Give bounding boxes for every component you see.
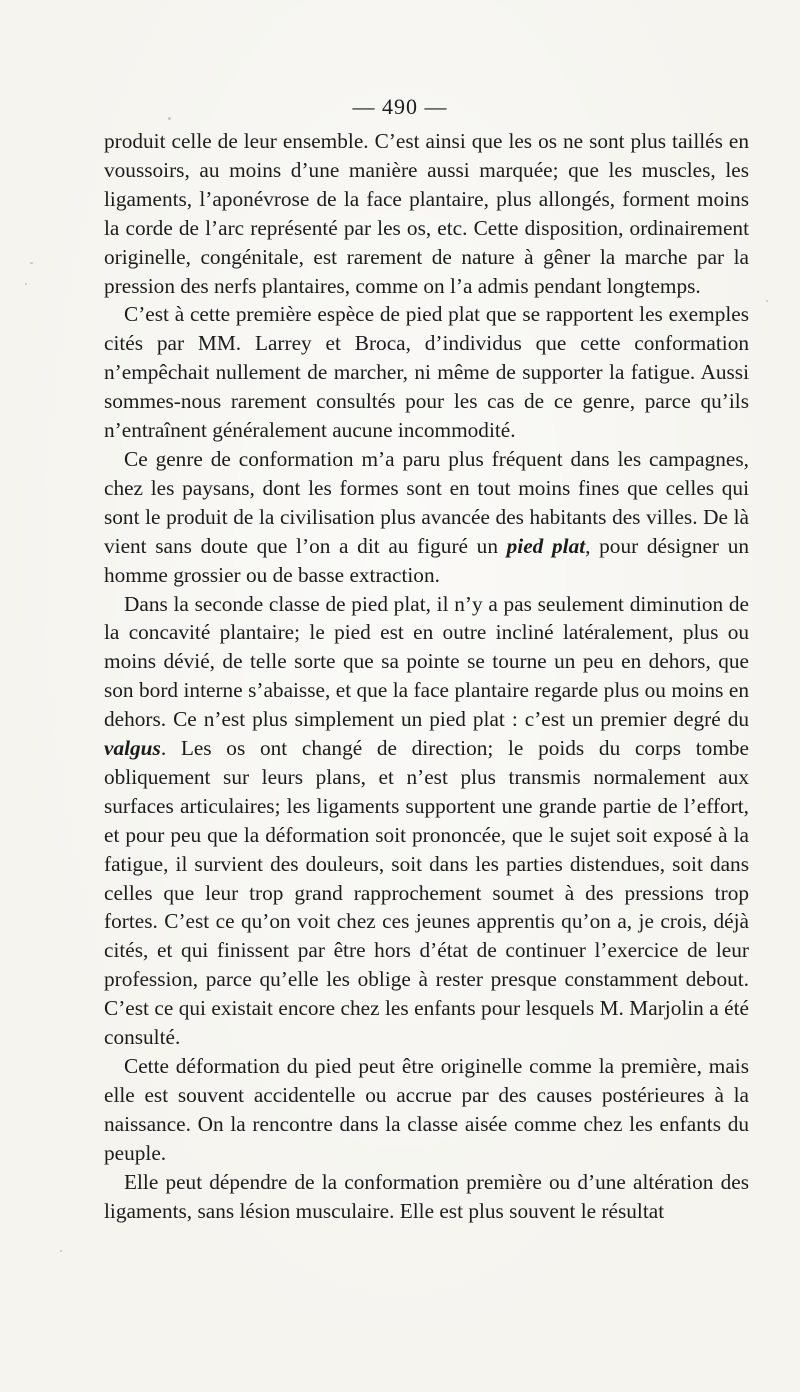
paper-speck: [766, 300, 768, 302]
page-number: — 490 —: [352, 94, 448, 119]
paragraph-3-text-end: , pour désigner un homme grossier ou de basse extraction.: [104, 533, 749, 587]
body-text: [104, 127, 749, 1225]
paragraph-3-text-start: Ce genre de conformation m’a paru plus fréquent dans les campagnes, chez les paysans, dont les formes sont en tout moins fines que celles qui sont le produit de la civilisation plus avancée des habitants des villes. De là vient sans doute que l’on a dit au figuré un: [104, 446, 749, 558]
paragraph-4-text-start: Dans la seconde classe de pied plat, il n’y a pas seulement diminution de la concavité plantaire; le pied est en outre incliné latéralement, plus ou moins dévié, de telle sorte que sa pointe se tourne un peu en dehors, que son bord interne s’abaisse, et que la face plantaire regarde plus ou moins en dehors. Ce n’est plus simplement un pied plat : c’est un premier degré du: [104, 591, 749, 732]
paper-speck: [168, 117, 171, 120]
paragraph-5: Cette déformation du pied peut être originelle comme la première, mais elle est souvent accidentelle ou accrue par des causes postérieures à la naissance. On la rencontre dans la classe aisée comme chez les enfants du peuple.: [104, 1054, 749, 1165]
paragraph-4: [104, 590, 749, 1053]
paper-speck: [30, 262, 33, 264]
italic-term-valgus: valgus: [104, 736, 161, 761]
paper-speck: [25, 283, 27, 285]
paper-speck: [60, 1250, 62, 1252]
paragraph-1: produit celle de leur ensemble. C’est ainsi que les os ne sont plus taillés en voussoirs, au moins d’une manière aussi marquée; que les muscles, les ligaments, l’aponévrose de la face plantaire, plus allongés, forment moins la corde de l’arc représenté par les os, etc. Cette disposition, ordinairement originelle, congénitale, est rarement de nature à gêner la marche par la pression des nerfs plantaires, comme on l’a admis pendant longtemps.: [104, 129, 749, 298]
paragraph-4-text-end: . Les os ont changé de direction; le poids du corps tombe obliquement sur leurs plans, et n’est plus transmis normalement aux surfaces articulaires; les ligaments supportent une grande partie de l’effort, et pour peu que la déformation soit prononcée, que le sujet soit exposé à la fatigue, il survient des douleurs, soit dans les parties distendues, soit dans celles que leur trop grand rapprochement soumet à des pressions trop fortes. C’est ce qu’on voit chez ces jeunes apprentis qu’on a, je crois, déjà cités, et qui finissent par être hors d’état de continuer l’exercice de leur profession, parce qu’elle les oblige à rester presque constamment debout. C’est ce qui existait encore chez les enfants pour lesquels M. Marjolin a été consulté.: [104, 736, 749, 1050]
paragraph-6: Elle peut dépendre de la conformation première ou d’une altération des ligaments, sans lésion musculaire. Elle est plus souvent le résultat: [104, 1169, 749, 1223]
paragraph-3: [104, 445, 749, 590]
paragraph-2: C’est à cette première espèce de pied plat que se rapportent les exemples cités par MM. Larrey et Broca, d’individus que cette conformation n’empêchait nullement de marcher, ni même de supporter la fatigue. Aussi sommes-nous rarement consultés pour les cas de ce genre, parce qu’ils n’entraînent généralement aucune incommodité.: [104, 302, 749, 443]
italic-term-pied-plat: pied plat: [506, 533, 586, 558]
